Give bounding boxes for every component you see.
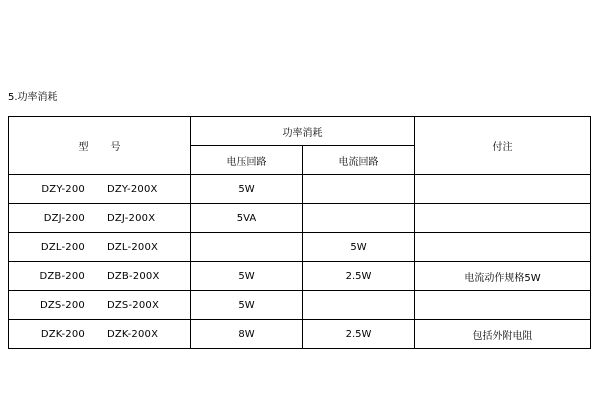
power-consumption-table [8,116,591,349]
cell-current: 2.5W [303,262,415,291]
model-name-a: DZB-200 [39,270,85,282]
cell-current [303,175,415,204]
header-current-circuit: 电流回路 [303,146,415,175]
cell-note [415,291,591,320]
cell-note: 电流动作规格5W [415,262,591,291]
cell-model [9,233,191,262]
cell-note [415,175,591,204]
cell-voltage: 8W [191,320,303,349]
cell-note: 包括外附电阻 [415,320,591,349]
table-row [9,204,591,233]
table-row [9,320,591,349]
cell-current: 2.5W [303,320,415,349]
cell-note [415,233,591,262]
model-name-b: DZY-200X [106,183,158,195]
model-name-a: DZL-200 [40,241,85,253]
cell-note [415,204,591,233]
table-row [9,175,591,204]
model-name-a: DZS-200 [39,299,85,311]
table-row [9,233,591,262]
model-name-b: DZK-200X [106,328,159,340]
cell-voltage: 5W [191,262,303,291]
model-name-a: DZK-200 [40,328,85,340]
cell-model [9,204,191,233]
table-row [9,262,591,291]
cell-voltage: 5W [191,175,303,204]
model-name-a: DZJ-200 [43,212,85,224]
model-name-b: DZB-200X [106,270,160,282]
section-title: 5.功率消耗 [8,92,58,103]
cell-current [303,291,415,320]
cell-model [9,262,191,291]
cell-current: 5W [303,233,415,262]
cell-current [303,204,415,233]
cell-voltage [191,233,303,262]
header-model-label: 型 号 [78,142,127,153]
table-row [9,291,591,320]
header-model [9,117,191,175]
model-name-a: DZY-200 [41,183,85,195]
cell-model [9,291,191,320]
model-name-b: DZL-200X [106,241,159,253]
table-body [9,175,591,349]
table-header-row-1 [9,117,591,146]
cell-model [9,175,191,204]
cell-voltage: 5W [191,291,303,320]
header-power-consumption: 功率消耗 [191,117,415,146]
table-head [9,117,591,175]
header-voltage-circuit: 电压回路 [191,146,303,175]
power-consumption-table-wrapper [8,116,590,349]
header-note: 付注 [415,117,591,175]
model-name-b: DZS-200X [106,299,160,311]
cell-model [9,320,191,349]
cell-voltage: 5VA [191,204,303,233]
model-name-b: DZJ-200X [106,212,156,224]
